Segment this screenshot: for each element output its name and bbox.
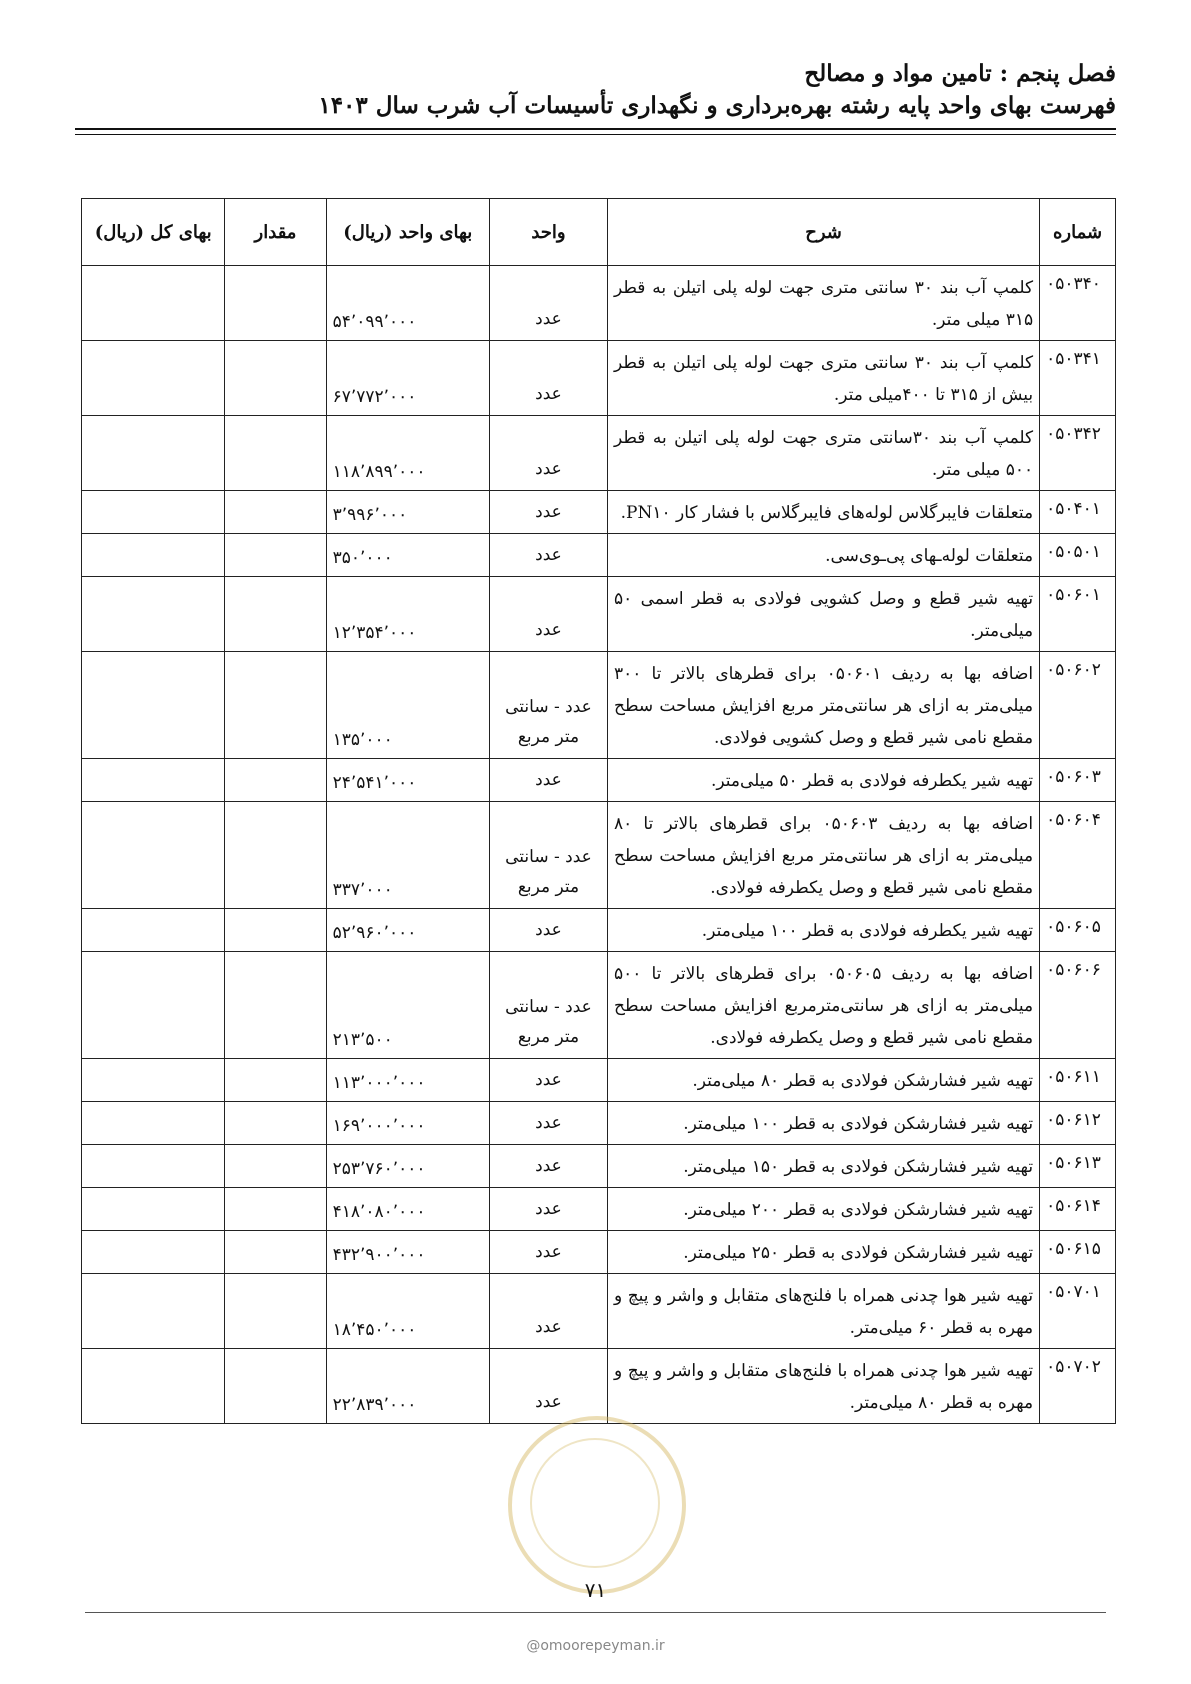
row-unit: عدد: [489, 909, 607, 952]
row-unit: عدد: [489, 534, 607, 577]
row-quantity: [225, 1188, 326, 1231]
row-number: ۰۵۰۶۰۴: [1040, 802, 1116, 909]
row-number: ۰۵۰۳۴۰: [1040, 266, 1116, 341]
row-description: اضافه بها به ردیف ۰۵۰۶۰۵ برای قطرهای بالاتر تا ۵۰۰ میلی‌متر به ازای هر سانتی‌مترمربع افزایش مساحت سطح مقطع نامی شیر قطع و وصل یکطرفه فولادی.: [607, 952, 1039, 1059]
row-unit-price: ۴۳۲٬۹۰۰٬۰۰۰: [326, 1231, 489, 1274]
row-unit: عدد: [489, 1145, 607, 1188]
row-unit-price: ۲۱۳٬۵۰۰: [326, 952, 489, 1059]
row-number: ۰۵۰۳۴۲: [1040, 416, 1116, 491]
row-number: ۰۵۰۳۴۱: [1040, 341, 1116, 416]
row-quantity: [225, 341, 326, 416]
row-description: تهیه شیر فشارشکن فولادی به قطر ۲۰۰ میلی‌متر.: [607, 1188, 1039, 1231]
table-row: [82, 416, 1116, 491]
row-unit: عدد - سانتی متر مربع: [489, 952, 607, 1059]
row-total-price: [82, 909, 225, 952]
row-quantity: [225, 577, 326, 652]
table-row: [82, 652, 1116, 759]
row-unit-price: ۱۸٬۴۵۰٬۰۰۰: [326, 1274, 489, 1349]
row-description: تهیه شیر هوا چدنی همراه با فلنج‌های متقابل و واشر و پیچ و مهره به قطر ۸۰ میلی‌متر.: [607, 1349, 1039, 1424]
watermark-seal-inner: [530, 1438, 660, 1568]
row-description: تهیه شیر یکطرفه فولادی به قطر ۱۰۰ میلی‌متر.: [607, 909, 1039, 952]
row-unit-price: ۲۴٬۵۴۱٬۰۰۰: [326, 759, 489, 802]
row-unit-price: ۱۱۳٬۰۰۰٬۰۰۰: [326, 1059, 489, 1102]
row-unit-price: ۲۵۳٬۷۶۰٬۰۰۰: [326, 1145, 489, 1188]
row-unit: عدد: [489, 1188, 607, 1231]
chapter-title: فصل پنجم : تامین مواد و مصالح: [804, 60, 1116, 87]
col-unit-price-header: بهای واحد (ریال): [326, 199, 489, 266]
table-row: [82, 1274, 1116, 1349]
row-unit: عدد: [489, 1274, 607, 1349]
header-rule-thin: [75, 134, 1116, 135]
row-number: ۰۵۰۴۰۱: [1040, 491, 1116, 534]
row-total-price: [82, 1188, 225, 1231]
row-number: ۰۵۰۶۱۵: [1040, 1231, 1116, 1274]
row-description: تهیه شیر فشارشکن فولادی به قطر ۲۵۰ میلی‌متر.: [607, 1231, 1039, 1274]
row-number: ۰۵۰۶۰۵: [1040, 909, 1116, 952]
table-row: [82, 759, 1116, 802]
row-total-price: [82, 1145, 225, 1188]
row-unit-price: ۶۷٬۷۷۲٬۰۰۰: [326, 341, 489, 416]
row-quantity: [225, 1059, 326, 1102]
row-quantity: [225, 416, 326, 491]
col-number-header: شماره: [1040, 199, 1116, 266]
row-quantity: [225, 1102, 326, 1145]
row-total-price: [82, 1102, 225, 1145]
row-number: ۰۵۰۶۱۴: [1040, 1188, 1116, 1231]
row-description: تهیه شیر فشارشکن فولادی به قطر ۱۰۰ میلی‌متر.: [607, 1102, 1039, 1145]
row-unit: عدد: [489, 1102, 607, 1145]
row-total-price: [82, 952, 225, 1059]
row-description: تهیه شیر هوا چدنی همراه با فلنج‌های متقابل و واشر و پیچ و مهره به قطر ۶۰ میلی‌متر.: [607, 1274, 1039, 1349]
table-row: [82, 341, 1116, 416]
table-row: [82, 802, 1116, 909]
table-row: [82, 1102, 1116, 1145]
row-total-price: [82, 534, 225, 577]
row-number: ۰۵۰۷۰۲: [1040, 1349, 1116, 1424]
row-unit: عدد: [489, 1059, 607, 1102]
row-description: اضافه بها به ردیف ۰۵۰۶۰۱ برای قطرهای بالاتر تا ۳۰۰ میلی‌متر به ازای هر سانتی‌متر مربع افزایش مساحت سطح مقطع نامی شیر قطع و وصل کشویی فولادی.: [607, 652, 1039, 759]
row-unit-price: ۱۳۵٬۰۰۰: [326, 652, 489, 759]
row-quantity: [225, 1274, 326, 1349]
row-unit: عدد: [489, 491, 607, 534]
row-description: تهیه شیر فشارشکن فولادی به قطر ۱۵۰ میلی‌متر.: [607, 1145, 1039, 1188]
row-unit-price: ۳٬۹۹۶٬۰۰۰: [326, 491, 489, 534]
table-row: [82, 1188, 1116, 1231]
row-unit: عدد: [489, 1349, 607, 1424]
website-watermark: @omoorepeyman.ir: [526, 1638, 665, 1654]
row-total-price: [82, 341, 225, 416]
row-number: ۰۵۰۶۱۳: [1040, 1145, 1116, 1188]
page-number: ۷۱: [584, 1578, 607, 1602]
row-description: تهیه شیر فشارشکن فولادی به قطر ۸۰ میلی‌متر.: [607, 1059, 1039, 1102]
header-rule-thick: [75, 128, 1116, 130]
row-total-price: [82, 1231, 225, 1274]
row-number: ۰۵۰۷۰۱: [1040, 1274, 1116, 1349]
table-row: [82, 1059, 1116, 1102]
row-unit: عدد: [489, 577, 607, 652]
col-quantity-header: مقدار: [225, 199, 326, 266]
table-row: [82, 1145, 1116, 1188]
row-quantity: [225, 802, 326, 909]
row-description: متعلقات لوله‌ـهای پی‌ـوی‌سی.: [607, 534, 1039, 577]
table-row: [82, 534, 1116, 577]
row-quantity: [225, 491, 326, 534]
row-total-price: [82, 491, 225, 534]
page-header: [75, 58, 1116, 122]
row-total-price: [82, 416, 225, 491]
row-total-price: [82, 1349, 225, 1424]
row-number: ۰۵۰۶۱۱: [1040, 1059, 1116, 1102]
row-quantity: [225, 534, 326, 577]
row-quantity: [225, 759, 326, 802]
row-unit: عدد - سانتی متر مربع: [489, 802, 607, 909]
row-unit-price: ۴۱۸٬۰۸۰٬۰۰۰: [326, 1188, 489, 1231]
col-description-header: شرح: [607, 199, 1039, 266]
row-number: ۰۵۰۶۱۲: [1040, 1102, 1116, 1145]
row-number: ۰۵۰۶۰۲: [1040, 652, 1116, 759]
row-total-price: [82, 759, 225, 802]
row-unit: عدد: [489, 416, 607, 491]
row-description: تهیه شیر قطع و وصل کشویی فولادی به قطر اسمی ۵۰ میلی‌متر.: [607, 577, 1039, 652]
row-unit-price: ۱۶۹٬۰۰۰٬۰۰۰: [326, 1102, 489, 1145]
table-row: [82, 1231, 1116, 1274]
row-unit: عدد: [489, 266, 607, 341]
row-description: تهیه شیر یکطرفه فولادی به قطر ۵۰ میلی‌متر.: [607, 759, 1039, 802]
row-quantity: [225, 1145, 326, 1188]
row-unit-price: ۱۱۸٬۸۹۹٬۰۰۰: [326, 416, 489, 491]
footer-rule: [85, 1612, 1106, 1613]
row-quantity: [225, 266, 326, 341]
row-total-price: [82, 266, 225, 341]
row-quantity: [225, 652, 326, 759]
col-unit-header: واحد: [489, 199, 607, 266]
row-unit: عدد: [489, 341, 607, 416]
table-row: [82, 1349, 1116, 1424]
row-number: ۰۵۰۶۰۱: [1040, 577, 1116, 652]
row-unit-price: ۲۲٬۸۳۹٬۰۰۰: [326, 1349, 489, 1424]
row-description: متعلقات فایبرگلاس لوله‌های فایبرگلاس با فشار کار PN۱۰.: [607, 491, 1039, 534]
table-header-row: [82, 199, 1116, 266]
row-total-price: [82, 1274, 225, 1349]
col-total-price-header: بهای کل (ریال): [82, 199, 225, 266]
row-unit: عدد - سانتی متر مربع: [489, 652, 607, 759]
row-total-price: [82, 577, 225, 652]
table-row: [82, 952, 1116, 1059]
row-unit-price: ۵۴٬۰۹۹٬۰۰۰: [326, 266, 489, 341]
row-unit-price: ۳۵۰٬۰۰۰: [326, 534, 489, 577]
row-description: کلمپ آب بند ۳۰سانتی متری جهت لوله پلی اتیلن به قطر ۵۰۰ میلی متر.: [607, 416, 1039, 491]
row-description: کلمپ آب بند ۳۰ سانتی متری جهت لوله پلی اتیلن به قطر ۳۱۵ میلی متر.: [607, 266, 1039, 341]
document-title: فهرست بهای واحد پایه رشته بهره‌برداری و نگهداری تأسیسات آب شرب سال ۱۴۰۳: [318, 92, 1116, 119]
row-description: اضافه بها به ردیف ۰۵۰۶۰۳ برای قطرهای بالاتر تا ۸۰ میلی‌متر به ازای هر سانتی‌متر مربع افزایش مساحت سطح مقطع نامی شیر قطع و وصل یکطرفه فولادی.: [607, 802, 1039, 909]
row-description: کلمپ آب بند ۳۰ سانتی متری جهت لوله پلی اتیلن به قطر بیش از ۳۱۵ تا ۴۰۰میلی متر.: [607, 341, 1039, 416]
row-unit-price: ۱۲٬۳۵۴٬۰۰۰: [326, 577, 489, 652]
row-quantity: [225, 1349, 326, 1424]
row-quantity: [225, 909, 326, 952]
row-quantity: [225, 952, 326, 1059]
price-list-table: [81, 198, 1116, 1424]
row-total-price: [82, 652, 225, 759]
row-quantity: [225, 1231, 326, 1274]
row-total-price: [82, 1059, 225, 1102]
row-unit-price: ۳۳۷٬۰۰۰: [326, 802, 489, 909]
row-number: ۰۵۰۵۰۱: [1040, 534, 1116, 577]
table-row: [82, 577, 1116, 652]
table-row: [82, 491, 1116, 534]
watermark-seal: [508, 1416, 686, 1594]
table-row: [82, 266, 1116, 341]
row-unit-price: ۵۲٬۹۶۰٬۰۰۰: [326, 909, 489, 952]
row-number: ۰۵۰۶۰۳: [1040, 759, 1116, 802]
row-unit: عدد: [489, 759, 607, 802]
row-unit: عدد: [489, 1231, 607, 1274]
row-total-price: [82, 802, 225, 909]
table-row: [82, 909, 1116, 952]
row-number: ۰۵۰۶۰۶: [1040, 952, 1116, 1059]
